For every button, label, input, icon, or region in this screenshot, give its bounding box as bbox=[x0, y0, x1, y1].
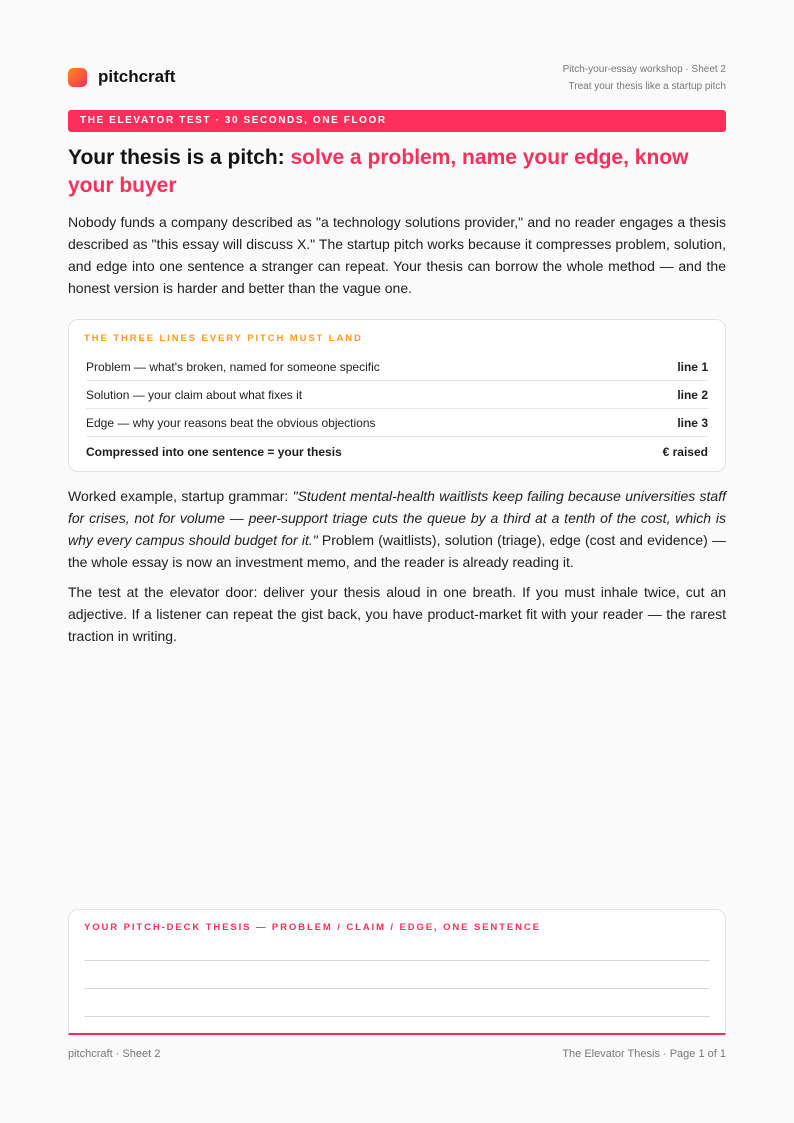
row-label: Edge — why your reasons beat the obvious objections bbox=[86, 415, 376, 430]
footer-right: The Elevator Thesis · Page 1 of 1 bbox=[562, 1048, 726, 1060]
table-row bbox=[86, 353, 708, 381]
page-title bbox=[68, 144, 726, 200]
pitch-lines-card bbox=[68, 319, 726, 472]
answer-label: YOUR PITCH-DECK THESIS — PROBLEM / CLAIM / EDGE, ONE SENTENCE bbox=[84, 922, 541, 933]
table-row-total bbox=[86, 437, 708, 466]
closing-paragraph: The test at the elevator door: deliver your thesis aloud in one breath. If you must inhale twice, cut an adjective. If a listener can repeat the gist back, you have product-market fit with your reader — the rarest traction in writing. bbox=[68, 584, 726, 644]
header-workshop-line: Pitch-your-essay workshop · Sheet 2 bbox=[562, 64, 726, 75]
page-footer bbox=[68, 1048, 726, 1060]
example-tail: Problem (waitlists), solution (triage), edge (cost and evidence) — the whole essay is now an investment memo, and the reader is already reading it. bbox=[68, 532, 726, 570]
title-accent: solve a problem, name your edge, know your buyer bbox=[68, 146, 689, 197]
row-value: line 2 bbox=[677, 387, 708, 402]
title-plain: Your thesis is a pitch: bbox=[68, 146, 291, 169]
header-meta bbox=[563, 61, 726, 95]
row-value: € raised bbox=[662, 444, 708, 459]
row-label: Solution — your claim about what fixes it bbox=[86, 387, 303, 402]
row-value: line 1 bbox=[677, 359, 708, 374]
row-label: Compressed into one sentence = your thesis bbox=[86, 444, 342, 459]
page-header bbox=[68, 60, 726, 94]
writing-line[interactable] bbox=[84, 960, 710, 961]
writing-line[interactable] bbox=[84, 988, 710, 989]
brand-logo-icon bbox=[68, 68, 87, 87]
writing-line[interactable] bbox=[84, 1016, 710, 1017]
pitch-lines-table bbox=[86, 353, 708, 466]
table-row bbox=[86, 381, 708, 409]
section-banner: THE ELEVATOR TEST · 30 SECONDS, ONE FLOOR bbox=[68, 110, 726, 132]
header-subtitle-line: Treat your thesis like a startup pitch bbox=[568, 81, 726, 92]
footer-left: pitchcraft · Sheet 2 bbox=[68, 1048, 161, 1060]
example-quote: "Student mental-health waitlists keep failing because universities staff for crises, not for volume — peer-support triage cuts the queue by a third at a tenth of the cost, which is why every campus should budget for it." bbox=[68, 488, 726, 548]
row-label: Problem — what's broken, named for someone specific bbox=[86, 359, 380, 374]
card-label: THE THREE LINES EVERY PITCH MUST LAND bbox=[84, 333, 363, 344]
answer-box[interactable] bbox=[68, 909, 726, 1035]
intro-paragraph: Nobody funds a company described as "a technology solutions provider," and no reader engages a thesis described as "this essay will discuss X." The startup pitch works because it compresses problem, solution, and edge into one sentence a stranger can repeat. Your thesis can borrow the whole method — and the honest version is harder and better than the vague one. bbox=[68, 214, 726, 296]
row-value: line 3 bbox=[677, 415, 708, 430]
example-lead: Worked example, startup grammar: bbox=[68, 488, 293, 504]
worked-example-paragraph bbox=[68, 485, 726, 573]
brand-name: pitchcraft bbox=[98, 67, 176, 86]
brand-logo bbox=[68, 67, 175, 87]
table-row bbox=[86, 409, 708, 437]
